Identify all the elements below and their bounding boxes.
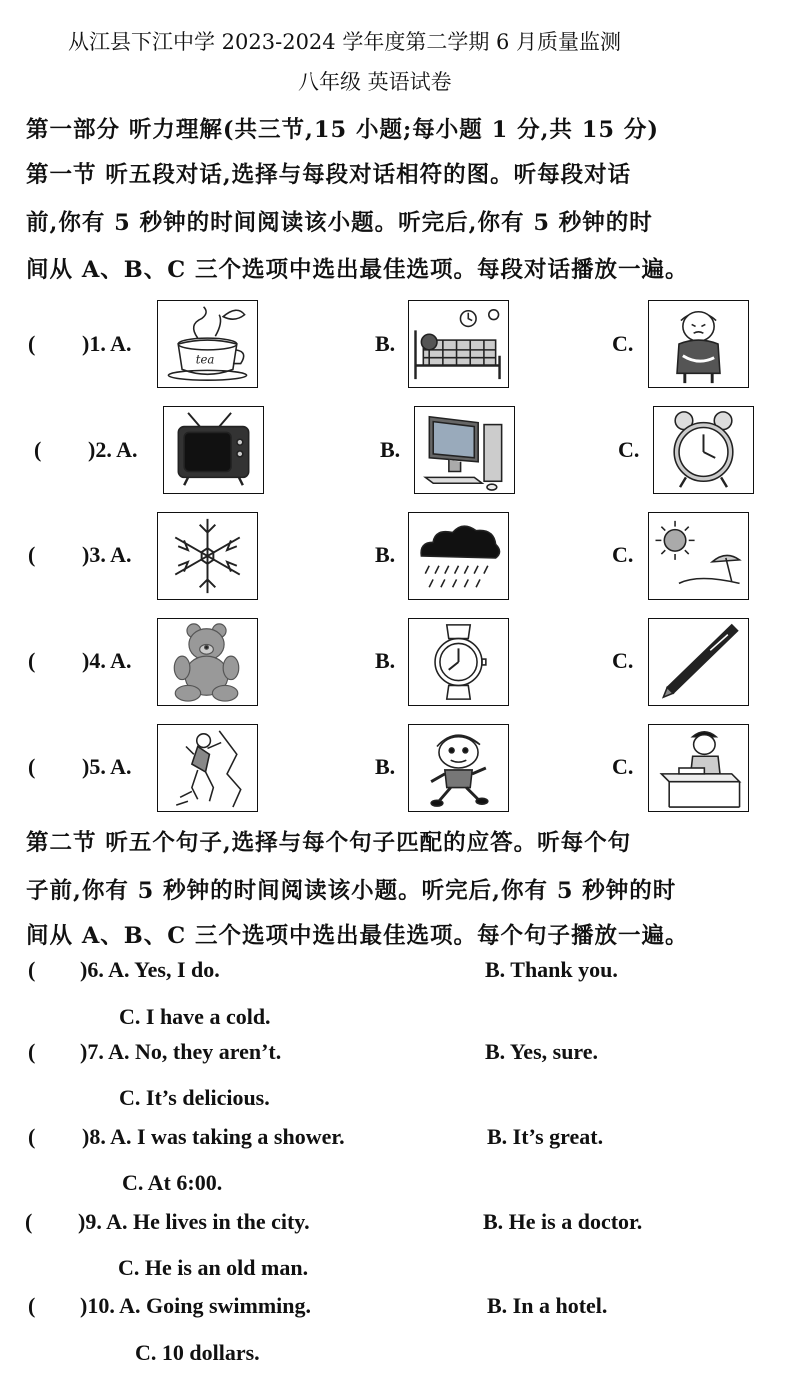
option-a: )10. A. Going swimming. [80,1293,312,1318]
option-c-label: C. [618,437,640,462]
answer-paren[interactable]: ( [28,331,36,356]
part1-heading: 第一部分 听力理解(共三节,15 小题;每小题 1 分,共 15 分) [26,117,660,143]
television-icon [163,406,264,494]
snowflake-icon [157,512,258,600]
option-a: )8. A. I was taking a shower. [82,1124,345,1149]
option-b-label: B. [375,648,396,673]
running-boy-icon [408,724,509,812]
option-b-label: B. [380,437,401,462]
exam-subtitle: 八年级 英语试卷 [298,70,452,94]
question-label: )1. A. [82,331,132,356]
option-c: C. It’s delicious. [119,1085,270,1110]
question-label: )5. A. [82,754,132,779]
answer-paren[interactable]: ( [28,754,36,779]
sleeping-in-bed-icon [408,300,509,388]
teddy-bear-icon [157,618,258,706]
option-a: )6. A. Yes, I do. [80,957,220,982]
question-label: )3. A. [82,542,132,567]
option-c-label: C. [612,754,634,779]
answer-paren[interactable]: ( [28,1124,36,1149]
answer-paren[interactable]: ( [28,648,36,673]
option-b: B. In a hotel. [487,1293,608,1318]
answer-paren[interactable]: ( [28,957,36,982]
option-a: )7. A. No, they aren’t. [80,1039,282,1064]
option-c: C. I have a cold. [119,1004,271,1029]
option-c-label: C. [612,331,634,356]
section1-line1: 第一节 听五段对话,选择与每段对话相符的图。听每段对话 [26,162,632,188]
option-c-label: C. [612,542,634,567]
sick-boy-icon [648,300,749,388]
climbing-icon [157,724,258,812]
boy-at-desk-icon [648,724,749,812]
option-b-label: B. [375,542,396,567]
exam-title: 从江县下江中学 2023-2024 学年度第二学期 6 月质量监测 [68,30,622,54]
watch-icon [408,618,509,706]
question-label: )2. A. [88,437,138,462]
option-b: B. Thank you. [485,957,618,982]
svg-text:tea: tea [195,352,215,367]
answer-paren[interactable]: ( [28,542,36,567]
option-b: B. It’s great. [487,1124,604,1149]
option-c-label: C. [612,648,634,673]
option-c: C. At 6:00. [122,1170,223,1195]
section1-line3: 间从 A、B、C 三个选项中选出最佳选项。每段对话播放一遍。 [26,257,689,283]
answer-paren[interactable]: ( [28,1039,36,1064]
answer-paren[interactable]: ( [34,437,42,462]
option-c: C. He is an old man. [118,1255,309,1280]
option-b: B. He is a doctor. [483,1209,643,1234]
question-label: )4. A. [82,648,132,673]
computer-icon [414,406,515,494]
answer-paren[interactable]: ( [28,1293,36,1318]
pen-icon [648,618,749,706]
option-b-label: B. [375,754,396,779]
option-b: B. Yes, sure. [485,1039,599,1064]
section2-line2: 子前,你有 5 秒钟的时间阅读该小题。听完后,你有 5 秒钟的时 [26,878,677,904]
cup-of-tea-icon [157,300,258,388]
option-b-label: B. [375,331,396,356]
option-a: )9. A. He lives in the city. [78,1209,310,1234]
option-c: C. 10 dollars. [135,1340,260,1365]
answer-paren[interactable]: ( [25,1209,33,1234]
section1-line2: 前,你有 5 秒钟的时间阅读该小题。听完后,你有 5 秒钟的时 [26,210,653,236]
section2-line1: 第二节 听五个句子,选择与每个句子匹配的应答。听每个句 [26,830,632,856]
sunny-beach-icon [648,512,749,600]
section2-line3: 间从 A、B、C 三个选项中选出最佳选项。每个句子播放一遍。 [26,923,689,949]
alarm-clock-icon [653,406,754,494]
rain-cloud-icon [408,512,509,600]
